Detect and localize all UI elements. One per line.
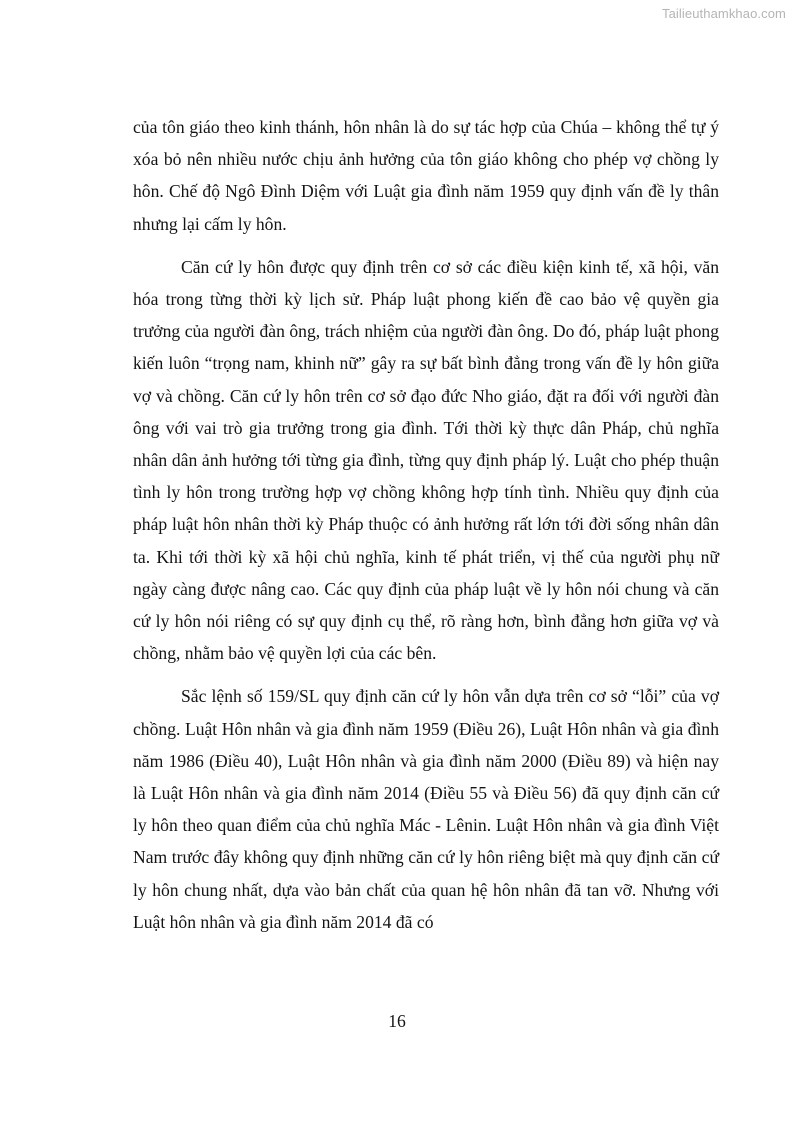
watermark-text: Tailieuthamkhao.com bbox=[661, 6, 786, 21]
page-number: 16 bbox=[388, 1011, 406, 1031]
document-body bbox=[133, 111, 719, 938]
paragraph-divorce-grounds-history: Căn cứ ly hôn được quy định trên cơ sở các điều kiện kinh tế, xã hội, văn hóa trong từng thời kỳ lịch sử. Pháp luật phong kiến đề cao bảo vệ quyền gia trưởng của người đàn ông, trách nhiệm của người đàn ông. Do đó, pháp luật phong kiến luôn “trọng nam, khinh nữ” gây ra sự bất bình đẳng trong vấn đề ly hôn giữa vợ và chồng. Căn cứ ly hôn trên cơ sở đạo đức Nho giáo, đặt ra đối với người đàn ông với vai trò gia trưởng trong gia đình. Tới thời kỳ thực dân Pháp, chủ nghĩa nhân dân ảnh hưởng tới từng gia đình, từng quy định pháp lý. Luật cho phép thuận tình ly hôn trong trường hợp vợ chồng không hợp tính tình. Nhiều quy định của pháp luật hôn nhân thời kỳ Pháp thuộc có ảnh hưởng rất lớn tới đời sống nhân dân ta. Khi tới thời kỳ xã hội chủ nghĩa, kinh tế phát triển, vị thế của người phụ nữ ngày càng được nâng cao. Các quy định của pháp luật về ly hôn nói chung và căn cứ ly hôn nói riêng có sự quy định cụ thể, rõ ràng hơn, bình đẳng hơn giữa vợ và chồng, nhằm bảo vệ quyền lợi của các bên. bbox=[133, 256, 719, 664]
paragraph-continuation: của tôn giáo theo kinh thánh, hôn nhân là do sự tác hợp của Chúa – không thể tự ý xóa bỏ nên nhiều nước chịu ảnh hưởng của tôn giáo không cho phép vợ chồng ly hôn. Chế độ Ngô Đình Diệm với Luật gia đình năm 1959 quy định vấn đề ly thân nhưng lại cấm ly hôn. bbox=[133, 117, 719, 234]
paragraph-decree-159: Sắc lệnh số 159/SL quy định căn cứ ly hôn vẫn dựa trên cơ sở “lỗi” của vợ chồng. Luật Hôn nhân và gia đình năm 1959 (Điều 26), Luật Hôn nhân và gia đình năm 1986 (Điều 40), Luật Hôn nhân và gia đình năm 2000 (Điều 89) và hiện nay là Luật Hôn nhân và gia đình năm 2014 (Điều 55 và Điều 56) đã quy định căn cứ ly hôn theo quan điểm của chủ nghĩa Mác - Lênin. Luật Hôn nhân và gia đình Việt Nam trước đây không quy định những căn cứ ly hôn riêng biệt mà quy định căn cứ ly hôn chung nhất, dựa vào bản chất của quan hệ hôn nhân đã tan vỡ. Nhưng với Luật hôn nhân và gia đình năm 2014 đã có bbox=[133, 686, 719, 932]
